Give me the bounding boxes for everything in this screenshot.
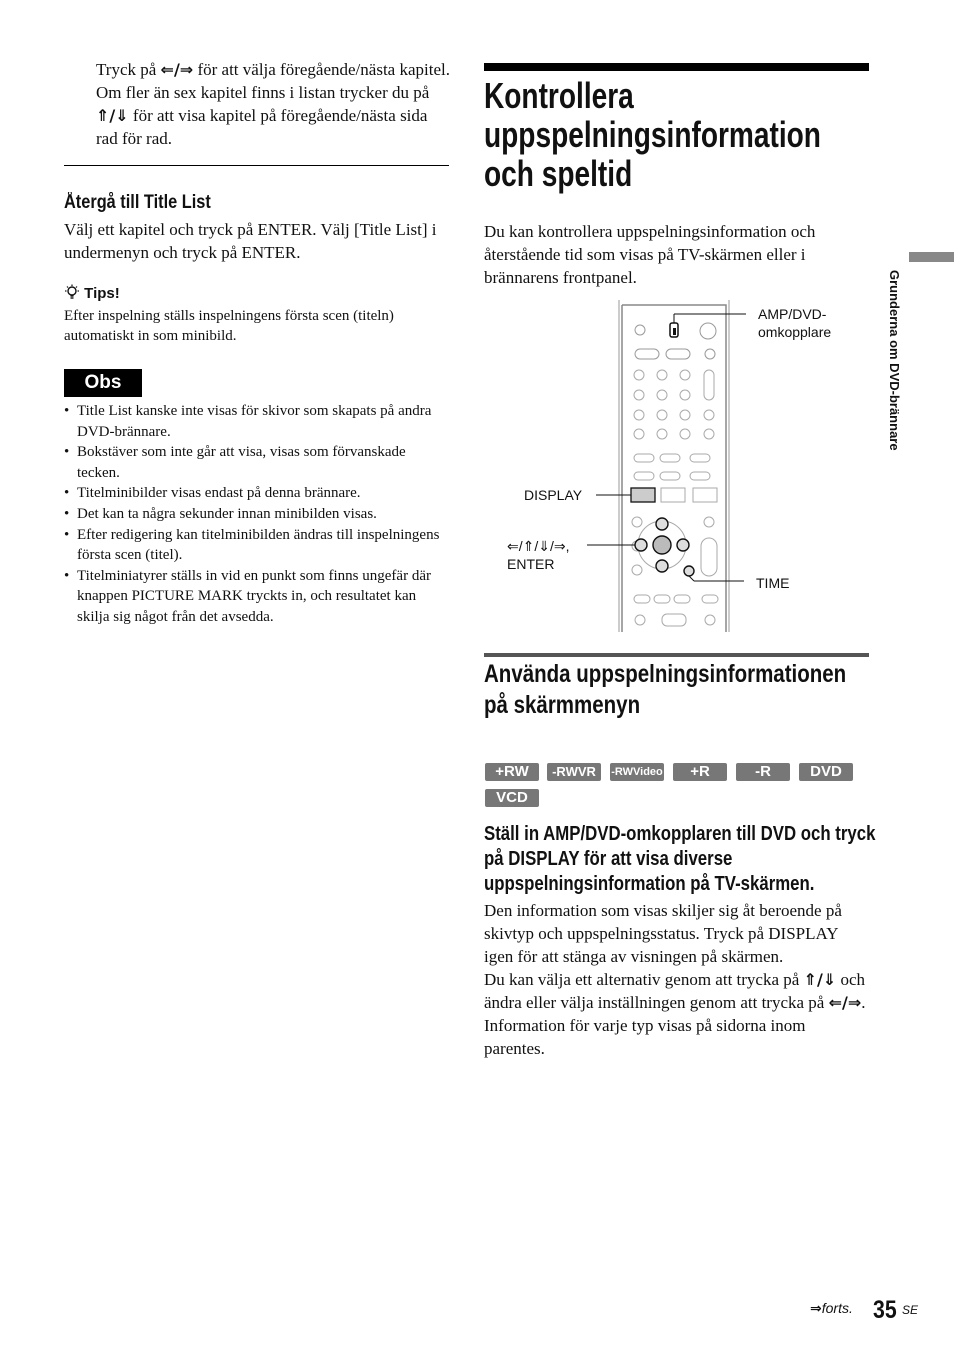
tips-body: Efter inspelning ställs inspelningens första scen (titeln) automatiskt in som minibild.	[64, 308, 394, 344]
subsection-title: Använda uppspelningsinformationen på skärmmenyn	[484, 660, 847, 719]
list-item: • Bokstäver som inte går att visa, visas som förvanskade tecken.	[64, 442, 449, 483]
forts-label: forts.	[821, 1300, 853, 1316]
title-rule	[484, 63, 869, 71]
obs-list	[64, 401, 449, 628]
step-body	[484, 899, 869, 1060]
list-item: • Titelminiatyrer ställs in vid en punkt som finns ungefär där knappen PICTURE MARK tryckts in, och resultatet kan skilja sig något från det avsedda.	[64, 566, 449, 628]
intro-paragraph	[96, 58, 451, 150]
disc-badge-minus-r: -R	[736, 763, 790, 781]
lightbulb-icon	[64, 284, 80, 300]
disc-badge-vcd: VCD	[485, 789, 539, 807]
left-right-arrow-icon: ⇐/⇒	[828, 993, 862, 1012]
arrow-right-icon: ⇒	[810, 1300, 822, 1316]
remote-control-illustration	[484, 300, 874, 636]
list-item: • Det kan ta några sekunder innan minibilden visas.	[64, 504, 449, 525]
display-label: DISPLAY	[524, 487, 583, 503]
section-body: Välj ett kapitel och tryck på ENTER. Välj [Title List] i undermenyn och tryck på ENTER.	[64, 220, 437, 262]
step-paragraph-1: Den information som visas skiljer sig åt beroende på skivtyp och uppspelningsstatus. Tryck på DISPLAY igen för att stänga av visningen på skärmen.	[484, 901, 842, 966]
arrows-label	[507, 537, 569, 555]
disc-badge-plus-r: +R	[673, 763, 727, 781]
step-text-b: och ändra eller välja inställningen genom att trycka på	[484, 970, 866, 1012]
time-label: TIME	[756, 575, 790, 591]
tips-heading	[64, 284, 120, 302]
section-divider	[64, 165, 449, 166]
obs-badge: Obs	[64, 369, 142, 397]
section-heading: Återgå till Title List	[64, 192, 211, 213]
step-paragraph-2	[484, 968, 869, 1060]
step-text-a: Du kan välja ett alternativ genom att trycka på	[484, 970, 804, 989]
tips-label: Tips!	[84, 285, 120, 302]
continued-indicator	[810, 1300, 853, 1317]
intro-text-2: för att välja föregående/nästa kapitel. Om fler än sex kapitel finns i listan trycker du på	[96, 60, 450, 102]
intro-text-3: för att visa kapitel på föregående/nästa sida rad för rad.	[96, 106, 428, 148]
disc-badge-plus-rw: +RW	[485, 763, 539, 781]
step-heading: Ställ in AMP/DVD-omkopplaren till DVD och tryck på DISPLAY för att visa diverse uppspelningsinformation på TV-skärmen.	[484, 823, 876, 895]
chapter-tab-marker	[909, 252, 954, 262]
list-item: • Titelminibilder visas endast på denna brännare.	[64, 483, 449, 504]
intro-text-1: Tryck på	[96, 60, 161, 79]
disc-badge-minus-rw-video: -RWVideo	[610, 763, 664, 781]
arrows-label-text: ⇐/⇑/⇓/⇒,	[507, 538, 570, 554]
chapter-side-label	[876, 270, 916, 490]
up-down-arrow-icon: ⇑/⇓	[96, 106, 129, 125]
list-item: • Efter redigering kan titelminibilden ändras till inspelningens första scen (titel).	[64, 525, 449, 566]
amp-switch-label: AMP/DVD- omkopplare	[758, 306, 832, 340]
enter-label: ENTER	[507, 556, 555, 572]
main-body: Du kan kontrollera uppspelningsinformation och återstående tid som visas på TV-skärmen eller i brännarens frontpanel.	[484, 222, 816, 287]
disc-badge-dvd: DVD	[799, 763, 853, 781]
side-tab-text: Grunderna om DVD-brännare	[887, 270, 902, 451]
left-right-arrow-icon: ⇐/⇒	[160, 60, 194, 79]
list-item: • Title List kanske inte visas för skivor som skapats på andra DVD-brännare.	[64, 401, 449, 442]
step-text-c: . Information för varje typ visas på sidorna inom parentes.	[484, 993, 866, 1058]
up-down-arrow-icon: ⇑/⇓	[803, 970, 837, 989]
page-language-suffix: SE	[902, 1303, 919, 1317]
page-title: Kontrollera uppspelningsinformation och speltid	[484, 75, 821, 194]
page-number: 35	[873, 1296, 897, 1324]
disc-badge-minus-rw-vr: -RWVR	[547, 763, 601, 781]
subsection-rule	[484, 653, 869, 657]
